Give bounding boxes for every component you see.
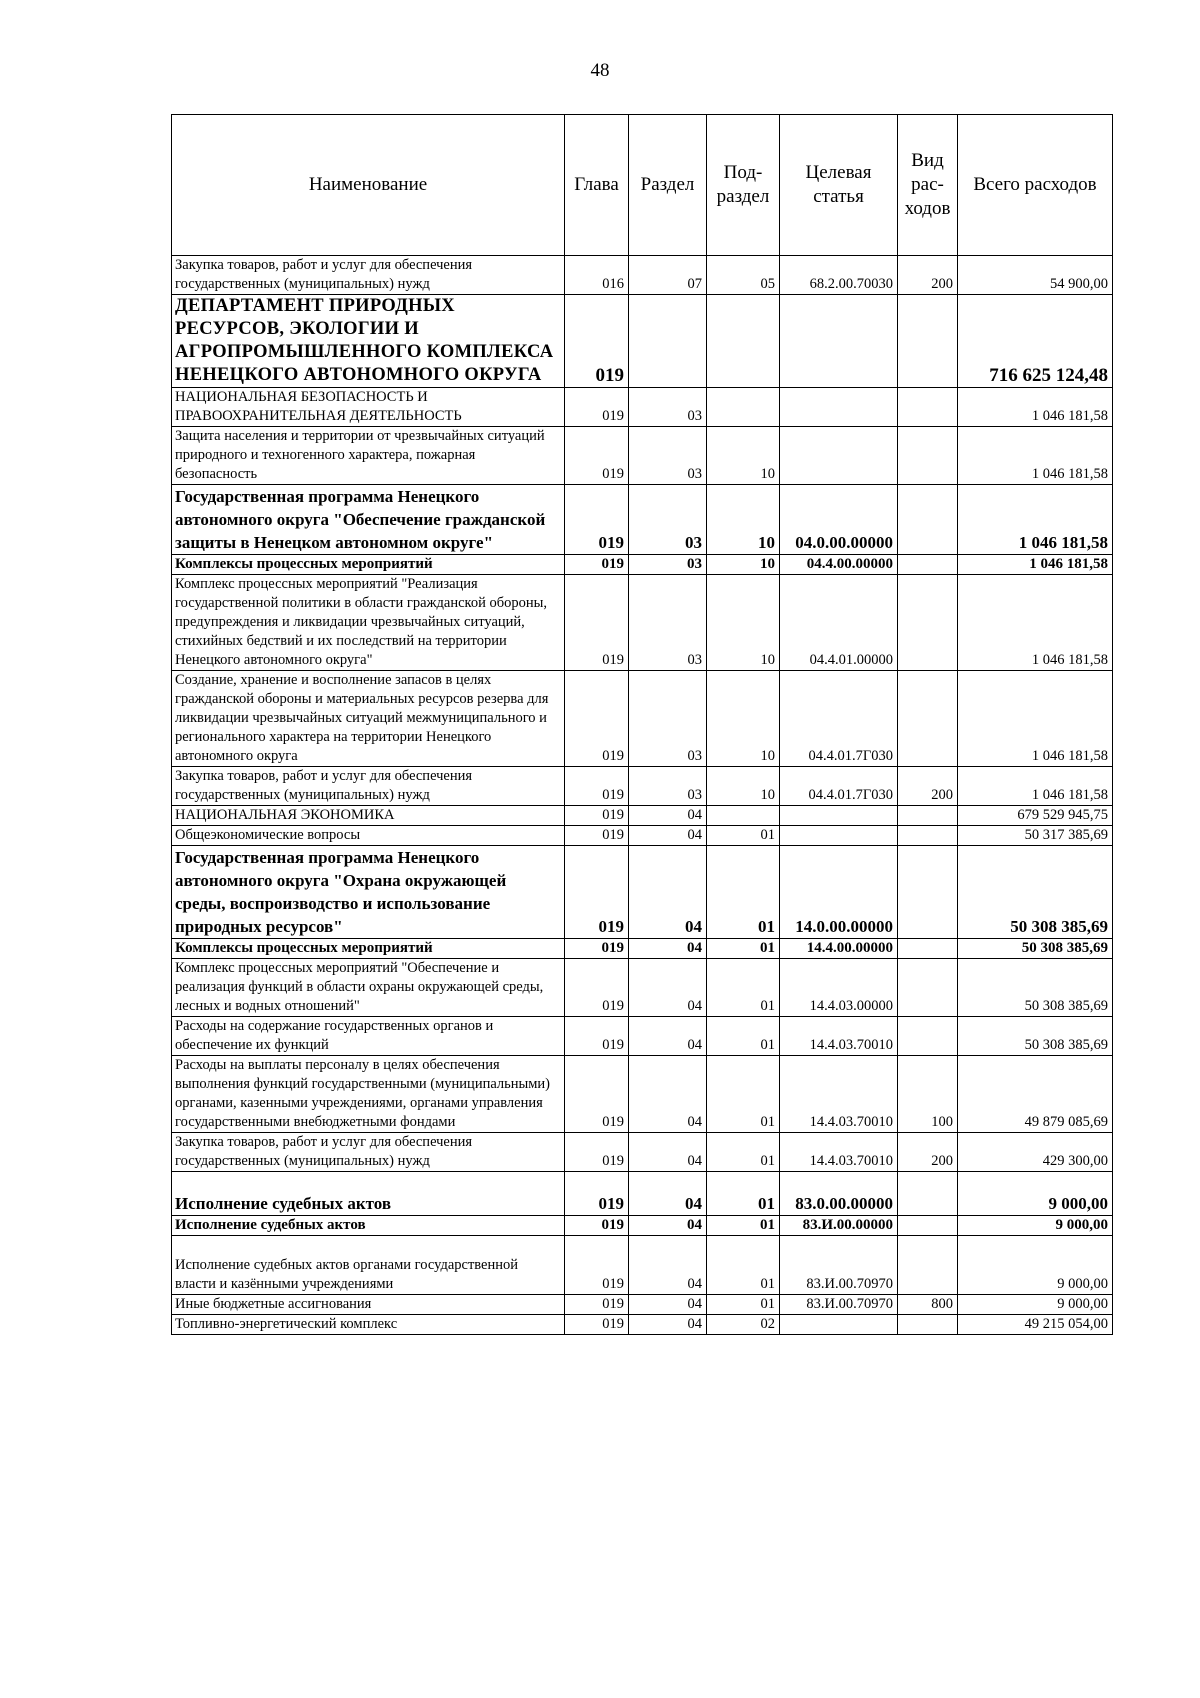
row-section: 04 [629,806,707,826]
row-chapter: 019 [565,427,629,485]
row-section: 04 [629,939,707,959]
row-chapter: 019 [565,846,629,939]
row-chapter: 016 [565,256,629,295]
row-target-article [780,826,898,846]
row-target-article [780,806,898,826]
row-total: 50 308 385,69 [958,1017,1113,1056]
table-row [172,1295,1113,1315]
row-chapter: 019 [565,485,629,555]
row-expense-kind [898,959,958,1017]
row-section: 03 [629,485,707,555]
table-row [172,295,1113,388]
table-row [172,1017,1113,1056]
row-total: 49 879 085,69 [958,1056,1113,1133]
row-expense-kind [898,671,958,767]
row-target-article: 04.0.00.00000 [780,485,898,555]
row-chapter: 019 [565,1133,629,1172]
header-chapter: Глава [565,115,629,256]
table-row [172,388,1113,427]
row-chapter: 019 [565,388,629,427]
row-total: 716 625 124,48 [958,295,1113,388]
row-name: Закупка товаров, работ и услуг для обеспечения государственных (муниципальных) нужд [172,256,565,295]
row-chapter: 019 [565,826,629,846]
row-name: Исполнение судебных актов [172,1216,565,1236]
row-name: Топливно-энергетический комплекс [172,1315,565,1335]
row-name: Государственная программа Ненецкого автономного округа "Охрана окружающей среды, воспроизводство и использование природных ресурсов" [172,846,565,939]
row-total: 429 300,00 [958,1133,1113,1172]
row-section: 03 [629,427,707,485]
page-number: 48 [590,60,610,81]
row-subsection: 01 [707,1017,780,1056]
row-target-article [780,388,898,427]
row-section: 04 [629,846,707,939]
row-target-article: 14.4.03.70010 [780,1017,898,1056]
row-section: 04 [629,1017,707,1056]
header-section: Раздел [629,115,707,256]
row-subsection: 01 [707,1133,780,1172]
row-subsection: 01 [707,1236,780,1295]
row-target-article [780,1315,898,1335]
row-name: Исполнение судебных актов органами государственной власти и казёнными учреждениями [172,1236,565,1295]
row-name: НАЦИОНАЛЬНАЯ БЕЗОПАСНОСТЬ И ПРАВООХРАНИТЕЛЬНАЯ ДЕЯТЕЛЬНОСТЬ [172,388,565,427]
row-expense-kind: 100 [898,1056,958,1133]
row-target-article: 04.4.00.00000 [780,555,898,575]
row-name: Комплексы процессных мероприятий [172,939,565,959]
row-chapter: 019 [565,959,629,1017]
row-subsection: 01 [707,959,780,1017]
row-total: 50 317 385,69 [958,826,1113,846]
row-section: 03 [629,555,707,575]
row-chapter: 019 [565,1056,629,1133]
row-section: 04 [629,1295,707,1315]
table-row [172,1172,1113,1216]
row-subsection: 01 [707,939,780,959]
row-total: 49 215 054,00 [958,1315,1113,1335]
row-total: 9 000,00 [958,1295,1113,1315]
table-row [172,846,1113,939]
table-row [172,1056,1113,1133]
row-name: Защита населения и территории от чрезвычайных ситуаций природного и техногенного характера, пожарная безопасность [172,427,565,485]
row-expense-kind [898,939,958,959]
row-section: 04 [629,959,707,1017]
row-section [629,295,707,388]
row-total: 50 308 385,69 [958,846,1113,939]
row-subsection: 10 [707,555,780,575]
row-expense-kind [898,1315,958,1335]
row-section: 03 [629,671,707,767]
row-expense-kind [898,388,958,427]
table-row [172,959,1113,1017]
row-expense-kind: 200 [898,256,958,295]
row-subsection: 01 [707,826,780,846]
row-expense-kind [898,1172,958,1216]
row-section: 04 [629,826,707,846]
table-row [172,1315,1113,1335]
row-section: 04 [629,1236,707,1295]
row-expense-kind [898,295,958,388]
row-name: Иные бюджетные ассигнования [172,1295,565,1315]
row-subsection: 05 [707,256,780,295]
row-chapter: 019 [565,671,629,767]
row-name: Расходы на содержание государственных органов и обеспечение их функций [172,1017,565,1056]
row-expense-kind [898,846,958,939]
row-total: 1 046 181,58 [958,671,1113,767]
row-target-article: 14.4.03.00000 [780,959,898,1017]
row-subsection [707,295,780,388]
row-chapter: 019 [565,295,629,388]
row-target-article: 04.4.01.7Г030 [780,767,898,806]
row-target-article: 14.0.00.00000 [780,846,898,939]
row-total: 9 000,00 [958,1216,1113,1236]
row-name: Расходы на выплаты персоналу в целях обеспечения выполнения функций государственными (муниципальными) органами, казенными учреждениями, органами управления государственными внебюджетными фондами [172,1056,565,1133]
table-row [172,767,1113,806]
row-chapter: 019 [565,1172,629,1216]
row-subsection: 01 [707,846,780,939]
row-target-article: 68.2.00.70030 [780,256,898,295]
row-expense-kind [898,806,958,826]
row-target-article: 14.4.03.70010 [780,1056,898,1133]
header-subsection: Под- раздел [707,115,780,256]
row-target-article: 83.0.00.00000 [780,1172,898,1216]
table-row [172,806,1113,826]
row-subsection: 10 [707,767,780,806]
row-total: 54 900,00 [958,256,1113,295]
row-name: Комплексы процессных мероприятий [172,555,565,575]
header-total: Всего расходов [958,115,1113,256]
header-name: Наименование [172,115,565,256]
row-total: 9 000,00 [958,1236,1113,1295]
table-row [172,671,1113,767]
row-name: ДЕПАРТАМЕНТ ПРИРОДНЫХ РЕСУРСОВ, ЭКОЛОГИИ И АГРОПРОМЫШЛЕННОГО КОМПЛЕКСА НЕНЕЦКОГО АВТОНОМНОГО ОКРУГА [172,295,565,388]
row-expense-kind [898,826,958,846]
table-row [172,826,1113,846]
row-chapter: 019 [565,575,629,671]
row-target-article: 83.И.00.70970 [780,1236,898,1295]
row-name: Государственная программа Ненецкого автономного округа "Обеспечение гражданской защиты в Ненецком автономном округе" [172,485,565,555]
row-chapter: 019 [565,1216,629,1236]
row-section: 04 [629,1216,707,1236]
row-subsection [707,388,780,427]
table-row [172,485,1113,555]
row-chapter: 019 [565,806,629,826]
row-expense-kind [898,1236,958,1295]
row-name: Закупка товаров, работ и услуг для обеспечения государственных (муниципальных) нужд [172,767,565,806]
header-expense-kind: Вид рас- ходов [898,115,958,256]
row-total: 50 308 385,69 [958,959,1113,1017]
row-target-article: 04.4.01.7Г030 [780,671,898,767]
row-expense-kind [898,1216,958,1236]
row-chapter: 019 [565,1017,629,1056]
table-row [172,427,1113,485]
row-expense-kind [898,485,958,555]
table-row [172,555,1113,575]
row-chapter: 019 [565,1236,629,1295]
row-target-article [780,427,898,485]
row-name: Комплекс процессных мероприятий "Обеспечение и реализация функций в области охраны окружающей среды, лесных и водных отношений" [172,959,565,1017]
row-total: 1 046 181,58 [958,388,1113,427]
row-target-article: 83.И.00.70970 [780,1295,898,1315]
row-total: 1 046 181,58 [958,485,1113,555]
row-subsection: 01 [707,1056,780,1133]
row-target-article: 14.4.03.70010 [780,1133,898,1172]
row-expense-kind [898,555,958,575]
row-expense-kind [898,575,958,671]
row-section: 04 [629,1172,707,1216]
row-name: НАЦИОНАЛЬНАЯ ЭКОНОМИКА [172,806,565,826]
header-row [172,115,1113,256]
row-expense-kind [898,1017,958,1056]
row-total: 9 000,00 [958,1172,1113,1216]
row-target-article: 04.4.01.00000 [780,575,898,671]
row-total: 1 046 181,58 [958,767,1113,806]
row-total: 1 046 181,58 [958,427,1113,485]
table-row [172,939,1113,959]
row-total: 1 046 181,58 [958,555,1113,575]
row-subsection: 02 [707,1315,780,1335]
table-row [172,256,1113,295]
row-total: 50 308 385,69 [958,939,1113,959]
row-target-article: 14.4.00.00000 [780,939,898,959]
row-chapter: 019 [565,1315,629,1335]
row-section: 07 [629,256,707,295]
row-subsection: 10 [707,427,780,485]
table-row [172,1133,1113,1172]
row-name: Общеэкономические вопросы [172,826,565,846]
row-subsection: 10 [707,575,780,671]
row-name: Создание, хранение и восполнение запасов в целях гражданской обороны и материальных ресурсов резерва для ликвидации чрезвычайных ситуаций межмуниципального и регионального характера на территории Ненецкого автономного округа [172,671,565,767]
row-expense-kind [898,427,958,485]
budget-table [171,114,1113,1335]
row-total: 679 529 945,75 [958,806,1113,826]
row-name: Исполнение судебных актов [172,1172,565,1216]
row-chapter: 019 [565,767,629,806]
row-name: Закупка товаров, работ и услуг для обеспечения государственных (муниципальных) нужд [172,1133,565,1172]
row-target-article: 83.И.00.00000 [780,1216,898,1236]
row-section: 03 [629,575,707,671]
row-section: 03 [629,388,707,427]
row-expense-kind: 800 [898,1295,958,1315]
row-section: 04 [629,1315,707,1335]
row-section: 04 [629,1133,707,1172]
row-target-article [780,295,898,388]
table-row [172,1216,1113,1236]
row-section: 03 [629,767,707,806]
row-subsection [707,806,780,826]
row-expense-kind: 200 [898,1133,958,1172]
row-expense-kind: 200 [898,767,958,806]
row-section: 04 [629,1056,707,1133]
row-subsection: 01 [707,1216,780,1236]
row-subsection: 10 [707,671,780,767]
table-row [172,575,1113,671]
row-chapter: 019 [565,555,629,575]
table-row [172,1236,1113,1295]
row-total: 1 046 181,58 [958,575,1113,671]
row-chapter: 019 [565,1295,629,1315]
row-chapter: 019 [565,939,629,959]
row-subsection: 01 [707,1295,780,1315]
row-subsection: 01 [707,1172,780,1216]
row-subsection: 10 [707,485,780,555]
row-name: Комплекс процессных мероприятий "Реализация государственной политики в области гражданской обороны, предупреждения и ликвидации чрезвычайных ситуаций, стихийных бедствий и их последствий на территории Ненецкого автономного округа" [172,575,565,671]
header-target-article: Целевая статья [780,115,898,256]
